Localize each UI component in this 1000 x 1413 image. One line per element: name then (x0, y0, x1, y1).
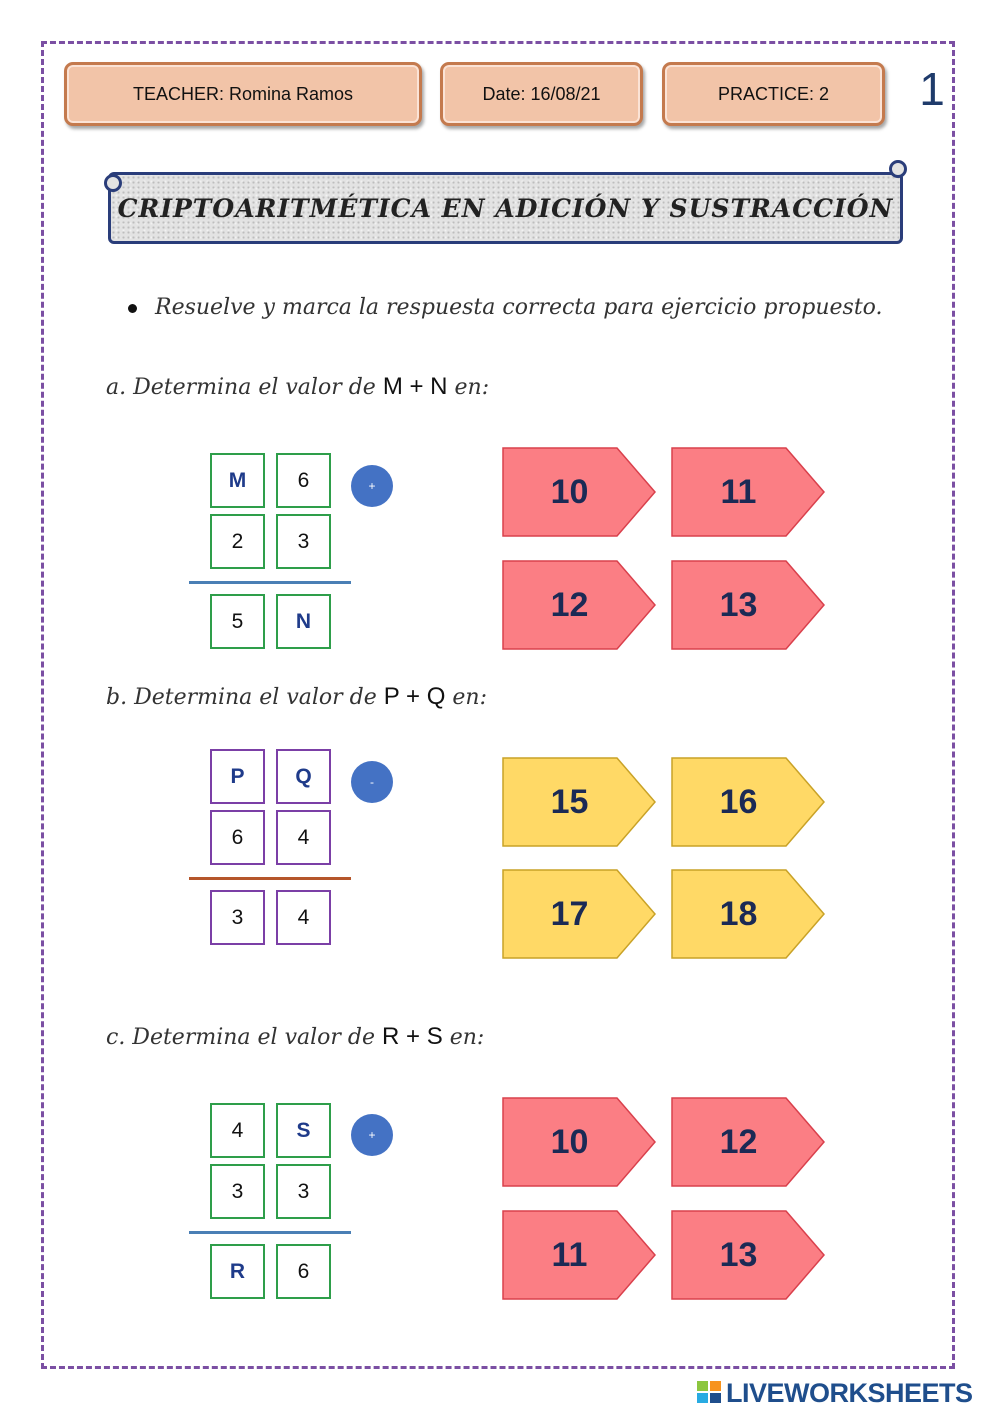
answer-option-12[interactable] (502, 560, 657, 650)
plus-operator-icon: + (351, 1114, 393, 1156)
instruction-text: Resuelve y marca la respuesta correcta para ejercicio propuesto. (155, 295, 883, 320)
question-vars: M + N (382, 373, 448, 400)
answer-option-11[interactable] (671, 447, 826, 537)
question-a-label (106, 373, 489, 401)
bullet-icon (128, 304, 137, 313)
teacher-box (64, 62, 422, 126)
digit-cell: 2 (210, 514, 265, 569)
digit-cell: 3 (210, 1164, 265, 1219)
answer-option-15[interactable] (502, 757, 657, 847)
answer-option-value: 10 (550, 472, 589, 511)
answer-option-17[interactable] (502, 869, 657, 959)
answer-option-value: 12 (719, 1122, 758, 1161)
instruction (128, 295, 883, 320)
answer-option-13[interactable] (671, 560, 826, 650)
digit-cell: 3 (276, 1164, 331, 1219)
answer-option-11[interactable] (502, 1210, 657, 1300)
page-number: 1 (919, 63, 945, 115)
answer-option-10[interactable] (502, 447, 657, 537)
answer-option-value: 17 (550, 894, 589, 933)
answer-option-13[interactable] (671, 1210, 826, 1300)
digit-cell: 3 (276, 514, 331, 569)
digit-cell: 4 (210, 1103, 265, 1158)
digit-cell: R (210, 1244, 265, 1299)
sum-line (189, 1231, 351, 1234)
practice-box (662, 62, 885, 126)
digit-cell: 6 (210, 810, 265, 865)
digit-cell: 4 (276, 890, 331, 945)
answer-option-value: 11 (720, 472, 757, 511)
answer-option-12[interactable] (671, 1097, 826, 1187)
plus-operator-icon: + (351, 465, 393, 507)
watermark-text: LIVEWORKSHEETS (726, 1377, 973, 1408)
question-vars: P + Q (383, 683, 446, 710)
question-suffix: en: (449, 1025, 485, 1050)
answer-option-value: 12 (550, 585, 589, 624)
question-prefix: a. Determina el valor de (106, 375, 376, 400)
answer-option-value: 15 (550, 782, 589, 821)
answer-option-18[interactable] (671, 869, 826, 959)
minus-operator-icon: - (351, 761, 393, 803)
liveworksheets-logo-icon (697, 1381, 723, 1405)
question-suffix: en: (454, 375, 490, 400)
date-label: Date: 16/08/21 (482, 83, 601, 104)
digit-cell: P (210, 749, 265, 804)
digit-cell: N (276, 594, 331, 649)
difference-line (189, 877, 351, 880)
digit-cell: 6 (276, 1244, 331, 1299)
practice-label: PRACTICE: 2 (717, 83, 830, 104)
digit-cell: M (210, 453, 265, 508)
page-title: CRIPTOARITMÉTICA EN ADICIÓN Y SUSTRACCIÓN (117, 193, 894, 223)
digit-cell: 4 (276, 810, 331, 865)
question-vars: R + S (382, 1023, 443, 1050)
liveworksheets-watermark (697, 1378, 973, 1408)
date-box (440, 62, 643, 126)
answer-option-16[interactable] (671, 757, 826, 847)
digit-cell: 5 (210, 594, 265, 649)
title-banner (108, 172, 903, 244)
digit-cell: 6 (276, 453, 331, 508)
question-prefix: b. Determina el valor de (106, 685, 377, 710)
answer-option-value: 13 (719, 585, 758, 624)
sum-line (189, 581, 351, 584)
answer-option-value: 10 (550, 1122, 589, 1161)
question-c-label (106, 1023, 484, 1051)
digit-cell: 3 (210, 890, 265, 945)
question-b-label (106, 683, 487, 711)
answer-option-value: 11 (551, 1235, 588, 1274)
answer-option-10[interactable] (502, 1097, 657, 1187)
answer-option-value: 18 (719, 894, 758, 933)
scroll-curl-icon (104, 174, 122, 192)
question-suffix: en: (452, 685, 487, 710)
teacher-label: TEACHER: Romina Ramos (132, 83, 354, 104)
digit-cell: S (276, 1103, 331, 1158)
scroll-curl-icon (889, 160, 907, 178)
answer-option-value: 13 (719, 1235, 758, 1274)
answer-option-value: 16 (719, 782, 758, 821)
question-prefix: c. Determina el valor de (106, 1025, 376, 1050)
digit-cell: Q (276, 749, 331, 804)
